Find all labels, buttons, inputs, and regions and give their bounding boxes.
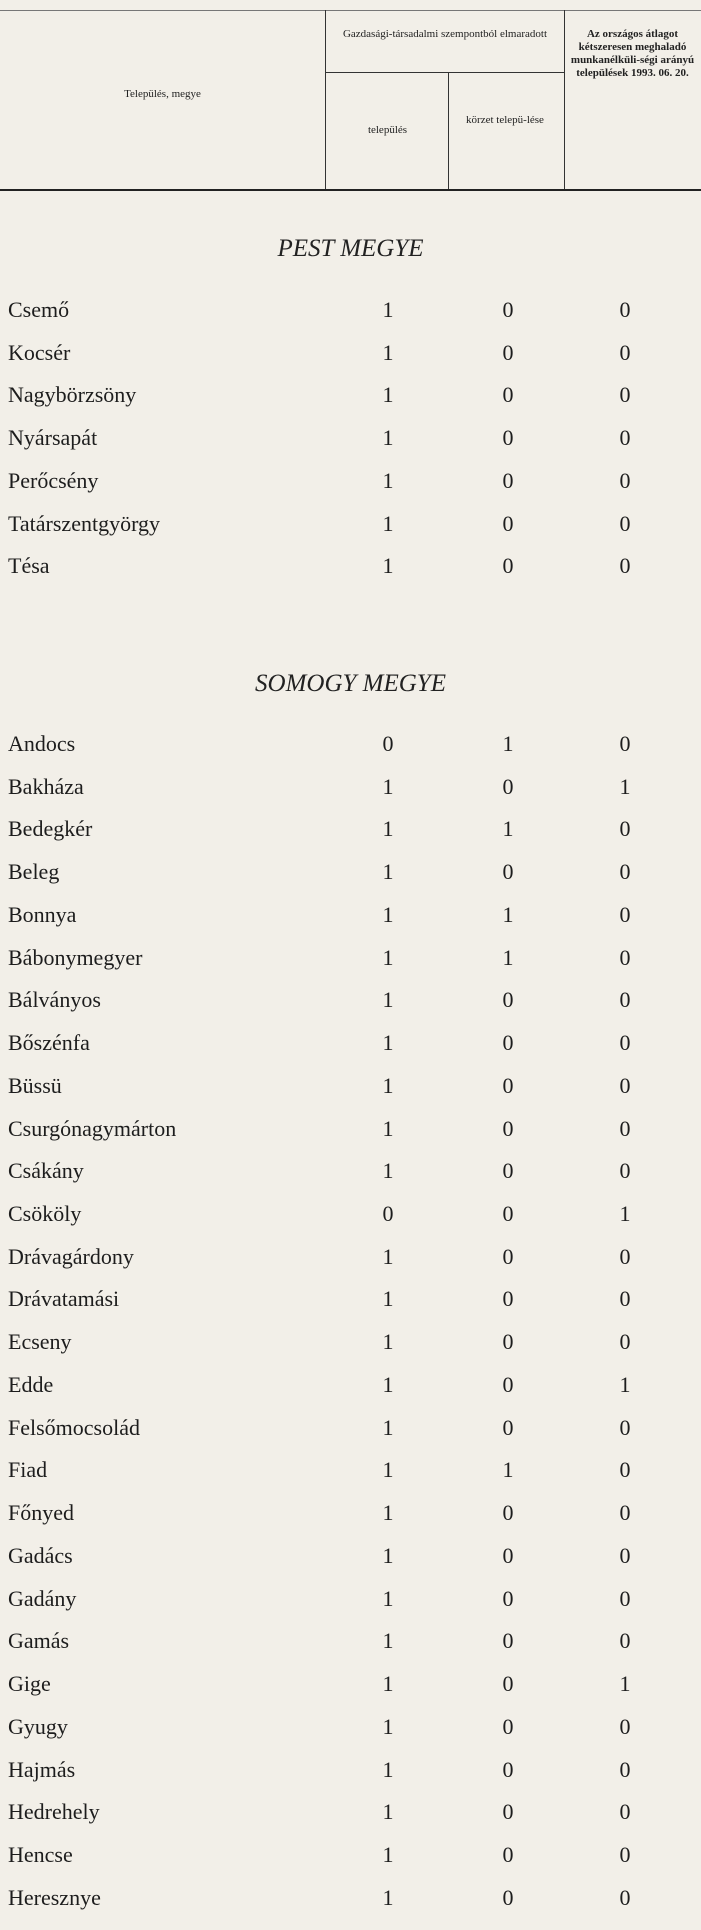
value-v1: 1: [382, 1842, 394, 1867]
settlement-name: Kocsér: [8, 340, 71, 365]
value-v2: 0: [502, 859, 514, 884]
table-row: [0, 769, 701, 805]
value-v3: 0: [619, 945, 631, 970]
settlement-name: Fiad: [8, 1457, 48, 1482]
value-v1: 1: [382, 297, 394, 322]
value-v1: 1: [382, 902, 394, 927]
value-v2: 0: [502, 511, 514, 536]
settlement-name: Ecseny: [8, 1329, 72, 1354]
value-v1: 0: [382, 1201, 394, 1226]
settlement-name: Gadány: [8, 1586, 77, 1611]
value-v2: 1: [502, 902, 514, 927]
value-v1: 1: [382, 1586, 394, 1611]
value-v2: 0: [502, 1116, 514, 1141]
section-title: PEST MEGYE: [277, 235, 424, 262]
value-v3: 0: [619, 1073, 631, 1098]
value-v2: 0: [502, 553, 514, 578]
settlement-name: Bedegkér: [8, 816, 93, 841]
value-v3: 0: [619, 1286, 631, 1311]
table-row: [0, 1666, 701, 1702]
value-v1: 1: [382, 1372, 394, 1397]
value-v2: 0: [502, 1329, 514, 1354]
value-v1: 1: [382, 382, 394, 407]
value-v3: 0: [619, 1714, 631, 1739]
settlement-name: Beleg: [8, 859, 60, 884]
table-row: [0, 1452, 701, 1488]
value-v2: 0: [502, 1415, 514, 1440]
value-v1: 1: [382, 859, 394, 884]
value-v3: 0: [619, 1586, 631, 1611]
value-v1: 1: [382, 1757, 394, 1782]
value-v2: 0: [502, 1714, 514, 1739]
value-v3: 0: [619, 1885, 631, 1910]
settlement-name: Gamás: [8, 1628, 70, 1653]
value-v2: 0: [502, 297, 514, 322]
value-v2: 0: [502, 1372, 514, 1397]
value-v3: 0: [619, 1500, 631, 1525]
value-v2: 0: [502, 1799, 514, 1824]
settlement-name: Csurgónagymárton: [8, 1116, 177, 1141]
value-v1: 0: [382, 731, 394, 756]
header-col-unemployment: Az országos átlagot kétszeresen meghaladó munkanélküli-ségi arányú települések 1993. 06. 20.: [570, 28, 695, 79]
value-v3: 0: [619, 382, 631, 407]
value-v2: 1: [502, 816, 514, 841]
value-v3: 1: [619, 1671, 631, 1696]
value-v3: 1: [619, 774, 631, 799]
value-v2: 0: [502, 1201, 514, 1226]
value-v3: 0: [619, 1244, 631, 1269]
settlement-name: Hajmás: [8, 1757, 76, 1782]
header-top-rule: [0, 10, 701, 11]
table-row: [0, 1281, 701, 1317]
table-row: [0, 1410, 701, 1446]
header-col-settlement-type: település: [367, 124, 408, 136]
value-v3: 0: [619, 511, 631, 536]
value-v3: 1: [619, 1201, 631, 1226]
settlement-name: Csemő: [8, 297, 70, 322]
value-v3: 0: [619, 553, 631, 578]
value-v3: 0: [619, 1030, 631, 1055]
value-v1: 1: [382, 1158, 394, 1183]
table-row: [0, 811, 701, 847]
value-v2: 0: [502, 1073, 514, 1098]
table-row: [0, 1709, 701, 1745]
settlement-name: Edde: [8, 1372, 54, 1397]
value-v2: 0: [502, 1030, 514, 1055]
settlement-name: Bakháza: [8, 774, 84, 799]
value-v3: 0: [619, 425, 631, 450]
value-v2: 1: [502, 945, 514, 970]
value-v3: 0: [619, 1799, 631, 1824]
header-group: Gazdasági-társadalmi szempontból elmaradott: [342, 28, 548, 40]
value-v1: 1: [382, 1671, 394, 1696]
header-col-district: körzet telepü-lése: [466, 114, 544, 126]
value-v3: 0: [619, 816, 631, 841]
table-row: [0, 854, 701, 890]
table-row: [0, 1752, 701, 1788]
value-v3: 0: [619, 1842, 631, 1867]
table-row: [0, 506, 701, 542]
value-v3: 0: [619, 297, 631, 322]
value-v1: 1: [382, 1714, 394, 1739]
table-row: [0, 1367, 701, 1403]
settlement-name: Nagybörzsöny: [8, 382, 137, 407]
value-v2: 0: [502, 1757, 514, 1782]
value-v1: 1: [382, 945, 394, 970]
value-v1: 1: [382, 1116, 394, 1141]
settlement-name: Perőcsény: [8, 468, 99, 493]
settlement-name: Felsőmocsolád: [8, 1415, 140, 1440]
value-v1: 1: [382, 1500, 394, 1525]
value-v1: 1: [382, 511, 394, 536]
settlement-name: Gige: [8, 1671, 51, 1696]
table-row: [0, 1239, 701, 1275]
table-row: [0, 1495, 701, 1531]
value-v1: 1: [382, 1628, 394, 1653]
value-v2: 0: [502, 1842, 514, 1867]
settlement-name: Főnyed: [8, 1500, 74, 1525]
value-v2: 0: [502, 1628, 514, 1653]
settlement-name: Tatárszentgyörgy: [8, 511, 161, 536]
table-header: [0, 0, 701, 191]
value-v2: 0: [502, 1500, 514, 1525]
value-v1: 1: [382, 987, 394, 1012]
settlement-name: Andocs: [8, 731, 76, 756]
value-v2: 0: [502, 382, 514, 407]
value-v1: 1: [382, 425, 394, 450]
value-v3: 0: [619, 1158, 631, 1183]
value-v1: 1: [382, 1286, 394, 1311]
value-v3: 0: [619, 1329, 631, 1354]
settlement-name: Csákány: [8, 1158, 84, 1183]
table-row: [0, 1581, 701, 1617]
value-v1: 1: [382, 340, 394, 365]
value-v1: 1: [382, 1244, 394, 1269]
table-row: [0, 1111, 701, 1147]
settlement-name: Nyársapát: [8, 425, 98, 450]
table-row: [0, 1324, 701, 1360]
value-v2: 0: [502, 1671, 514, 1696]
value-v1: 1: [382, 468, 394, 493]
settlement-name: Drávatamási: [8, 1286, 120, 1311]
value-v3: 0: [619, 1415, 631, 1440]
section-title: SOMOGY MEGYE: [255, 670, 446, 697]
header-divider: [325, 10, 326, 189]
header-divider: [564, 10, 565, 189]
header-divider: [448, 72, 449, 189]
settlement-name: Csököly: [8, 1201, 82, 1226]
value-v3: 0: [619, 902, 631, 927]
settlement-name: Tésa: [8, 553, 50, 578]
value-v2: 0: [502, 425, 514, 450]
settlement-name: Hedrehely: [8, 1799, 100, 1824]
value-v1: 1: [382, 1329, 394, 1354]
value-v2: 0: [502, 1158, 514, 1183]
header-divider: [325, 72, 564, 73]
value-v1: 1: [382, 1885, 394, 1910]
value-v3: 0: [619, 1628, 631, 1653]
value-v1: 1: [382, 1799, 394, 1824]
value-v1: 1: [382, 816, 394, 841]
settlement-name: Drávagárdony: [8, 1244, 134, 1269]
value-v2: 0: [502, 774, 514, 799]
table-row: [0, 463, 701, 499]
value-v2: 0: [502, 1543, 514, 1568]
table-row: [0, 1153, 701, 1189]
settlement-name: Bőszénfa: [8, 1030, 90, 1055]
table-row: [0, 1196, 701, 1232]
table-row: [0, 897, 701, 933]
value-v2: 0: [502, 987, 514, 1012]
value-v2: 0: [502, 1885, 514, 1910]
value-v3: 0: [619, 468, 631, 493]
value-v1: 1: [382, 1030, 394, 1055]
settlement-name: Bonnya: [8, 902, 77, 927]
value-v3: 0: [619, 731, 631, 756]
value-v1: 1: [382, 1415, 394, 1440]
value-v2: 1: [502, 1457, 514, 1482]
value-v3: 0: [619, 987, 631, 1012]
value-v1: 1: [382, 553, 394, 578]
header-col-settlement: Település, megye: [124, 88, 201, 100]
table-row: [0, 1538, 701, 1574]
table-row: [0, 420, 701, 456]
value-v2: 0: [502, 1244, 514, 1269]
settlement-name: Gadács: [8, 1543, 73, 1568]
settlement-name: Bálványos: [8, 987, 101, 1012]
value-v1: 1: [382, 1073, 394, 1098]
value-v3: 1: [619, 1372, 631, 1397]
table-row: [0, 335, 701, 371]
value-v2: 0: [502, 1286, 514, 1311]
value-v3: 0: [619, 1116, 631, 1141]
table-row: [0, 1880, 701, 1916]
value-v3: 0: [619, 1457, 631, 1482]
table-row: [0, 1068, 701, 1104]
value-v1: 1: [382, 1457, 394, 1482]
value-v2: 1: [502, 731, 514, 756]
value-v3: 0: [619, 340, 631, 365]
table-row: [0, 292, 701, 328]
value-v3: 0: [619, 1543, 631, 1568]
table-row: [0, 726, 701, 762]
value-v1: 1: [382, 774, 394, 799]
settlement-name: Heresznye: [8, 1885, 101, 1910]
table-row: [0, 1025, 701, 1061]
value-v3: 0: [619, 1757, 631, 1782]
value-v1: 1: [382, 1543, 394, 1568]
settlement-name: Büssü: [8, 1073, 62, 1098]
value-v2: 0: [502, 468, 514, 493]
table-row: [0, 548, 701, 584]
value-v2: 0: [502, 1586, 514, 1611]
settlement-name: Hencse: [8, 1842, 73, 1867]
table-row: [0, 377, 701, 413]
value-v3: 0: [619, 859, 631, 884]
value-v2: 0: [502, 340, 514, 365]
table-row: [0, 940, 701, 976]
settlement-name: Bábonymegyer: [8, 945, 143, 970]
settlement-name: Gyugy: [8, 1714, 68, 1739]
table-row: [0, 1794, 701, 1830]
table-row: [0, 1837, 701, 1873]
table-row: [0, 982, 701, 1018]
table-row: [0, 1623, 701, 1659]
